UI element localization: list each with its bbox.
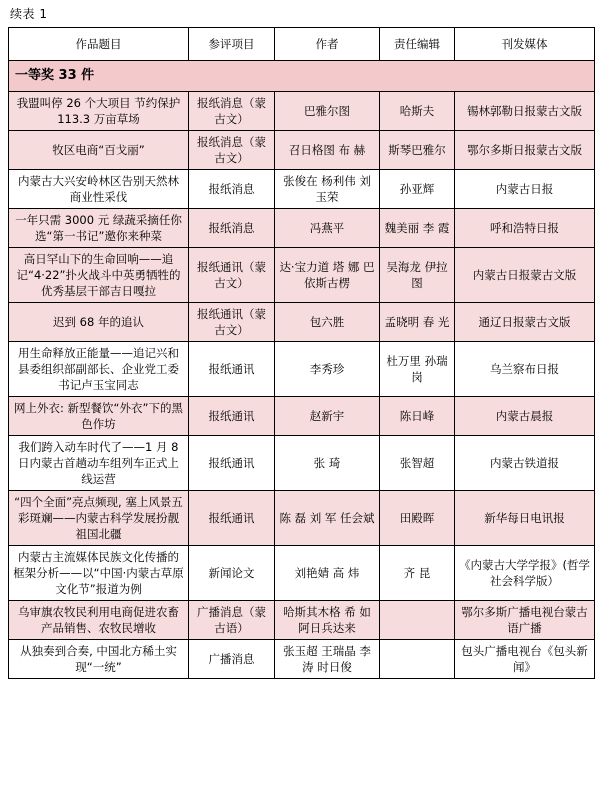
table-body	[9, 61, 595, 679]
table-row	[9, 601, 595, 640]
cell-category: 报纸通讯	[189, 436, 275, 491]
cell-category: 广播消息	[189, 640, 275, 679]
cell-editor	[380, 601, 455, 640]
cell-author: 哈斯其木格 希 如 阿日兵达来	[275, 601, 380, 640]
cell-author: 冯燕平	[275, 209, 380, 248]
cell-media: 鄂尔多斯日报蒙古文版	[455, 131, 595, 170]
cell-category: 报纸消息（蒙古文）	[189, 92, 275, 131]
cell-title: 内蒙古主流媒体民族文化传播的框架分析——以“中国·内蒙古草原文化节”报道为例	[9, 546, 189, 601]
cell-title: 迟到 68 年的追认	[9, 303, 189, 342]
table-row	[9, 248, 595, 303]
cell-editor: 孙亚辉	[380, 170, 455, 209]
cell-title: 我们跨入动车时代了——1 月 8 日内蒙古首趟动车组列车正式上线运营	[9, 436, 189, 491]
cell-title: 高日罕山下的生命回响——追记“4·22”扑火战斗中英勇牺牲的优秀基层干部吉日嘎拉	[9, 248, 189, 303]
cell-category: 报纸通讯（蒙古文）	[189, 248, 275, 303]
cell-media: 鄂尔多斯广播电视台蒙古语广播	[455, 601, 595, 640]
cell-author: 赵新宇	[275, 397, 380, 436]
table-row	[9, 546, 595, 601]
cell-editor: 陈日峰	[380, 397, 455, 436]
cell-editor: 田殿晖	[380, 491, 455, 546]
cell-author: 张 琦	[275, 436, 380, 491]
cell-editor: 吴海龙 伊拉图	[380, 248, 455, 303]
cell-title: 牧区电商“百戈丽”	[9, 131, 189, 170]
cell-editor: 斯琴巴雅尔	[380, 131, 455, 170]
continued-table-label: 续表 1	[10, 7, 48, 21]
cell-category: 报纸消息	[189, 209, 275, 248]
table-section-row	[9, 61, 595, 92]
cell-media: 内蒙古日报蒙古文版	[455, 248, 595, 303]
cell-editor: 孟晓明 春 光	[380, 303, 455, 342]
cell-author: 召日格图 布 赫	[275, 131, 380, 170]
cell-category: 广播消息（蒙古语）	[189, 601, 275, 640]
cell-title: 一年只需 3000 元 绿蔬采摘任你选“第一书记”邀你来种菜	[9, 209, 189, 248]
cell-category: 报纸通讯	[189, 397, 275, 436]
cell-title: 内蒙古大兴安岭林区告别天然林商业性采伐	[9, 170, 189, 209]
table-row	[9, 170, 595, 209]
column-header-author: 作者	[275, 28, 380, 61]
cell-title: “四个全面”亮点频现, 塞上风景五彩斑斓——内蒙古科学发展扮靓祖国北疆	[9, 491, 189, 546]
cell-media: 通辽日报蒙古文版	[455, 303, 595, 342]
cell-editor: 哈斯夫	[380, 92, 455, 131]
cell-author: 张俊在 杨利伟 刘玉荣	[275, 170, 380, 209]
cell-media: 包头广播电视台《包头新闻》	[455, 640, 595, 679]
cell-title: 用生命释放正能量——追记兴和县委组织部副部长、企业党工委书记卢玉宝同志	[9, 342, 189, 397]
cell-author: 包六胜	[275, 303, 380, 342]
table-row	[9, 92, 595, 131]
cell-author: 巴雅尔图	[275, 92, 380, 131]
table-row	[9, 397, 595, 436]
cell-category: 报纸通讯	[189, 342, 275, 397]
table-row	[9, 303, 595, 342]
table-row	[9, 131, 595, 170]
cell-author: 达·宝力道 塔 娜 巴依斯古楞	[275, 248, 380, 303]
cell-editor: 魏美丽 李 霞	[380, 209, 455, 248]
table-row	[9, 209, 595, 248]
section-title: 一等奖 33 件	[9, 61, 595, 92]
table-row	[9, 436, 595, 491]
cell-title: 乌审旗农牧民利用电商促进农畜产品销售、农牧民增收	[9, 601, 189, 640]
cell-editor	[380, 640, 455, 679]
table-row	[9, 342, 595, 397]
cell-title: 网上外衣: 新型餐饮“外衣”下的黑色作坊	[9, 397, 189, 436]
cell-media: 锡林郭勒日报蒙古文版	[455, 92, 595, 131]
column-header-title: 作品题目	[9, 28, 189, 61]
cell-media: 乌兰察布日报	[455, 342, 595, 397]
cell-title: 从独奏到合奏, 中国北方稀土实现“一统”	[9, 640, 189, 679]
cell-editor: 张智超	[380, 436, 455, 491]
cell-media: 《内蒙古大学学报》(哲学社会科学版）	[455, 546, 595, 601]
column-header-editor: 责任编辑	[380, 28, 455, 61]
table-header-row	[9, 28, 595, 61]
cell-editor: 杜万里 孙瑞岗	[380, 342, 455, 397]
column-header-media: 刊发媒体	[455, 28, 595, 61]
cell-author: 刘艳婧 高 炜	[275, 546, 380, 601]
cell-media: 新华每日电讯报	[455, 491, 595, 546]
column-header-category: 参评项目	[189, 28, 275, 61]
cell-editor: 齐 昆	[380, 546, 455, 601]
award-list-table	[8, 27, 595, 679]
table-row	[9, 640, 595, 679]
cell-media: 呼和浩特日报	[455, 209, 595, 248]
cell-category: 新闻论文	[189, 546, 275, 601]
table-header	[9, 28, 595, 61]
cell-author: 张玉超 王瑞晶 李 涛 时日俊	[275, 640, 380, 679]
cell-title: 我盟叫停 26 个大项目 节约保护 113.3 万亩草场	[9, 92, 189, 131]
cell-author: 李秀珍	[275, 342, 380, 397]
cell-category: 报纸消息	[189, 170, 275, 209]
cell-author: 陈 磊 刘 军 任会斌	[275, 491, 380, 546]
cell-media: 内蒙古铁道报	[455, 436, 595, 491]
cell-category: 报纸通讯（蒙古文）	[189, 303, 275, 342]
cell-category: 报纸通讯	[189, 491, 275, 546]
table-row	[9, 491, 595, 546]
cell-media: 内蒙古日报	[455, 170, 595, 209]
cell-category: 报纸消息（蒙古文）	[189, 131, 275, 170]
cell-media: 内蒙古晨报	[455, 397, 595, 436]
